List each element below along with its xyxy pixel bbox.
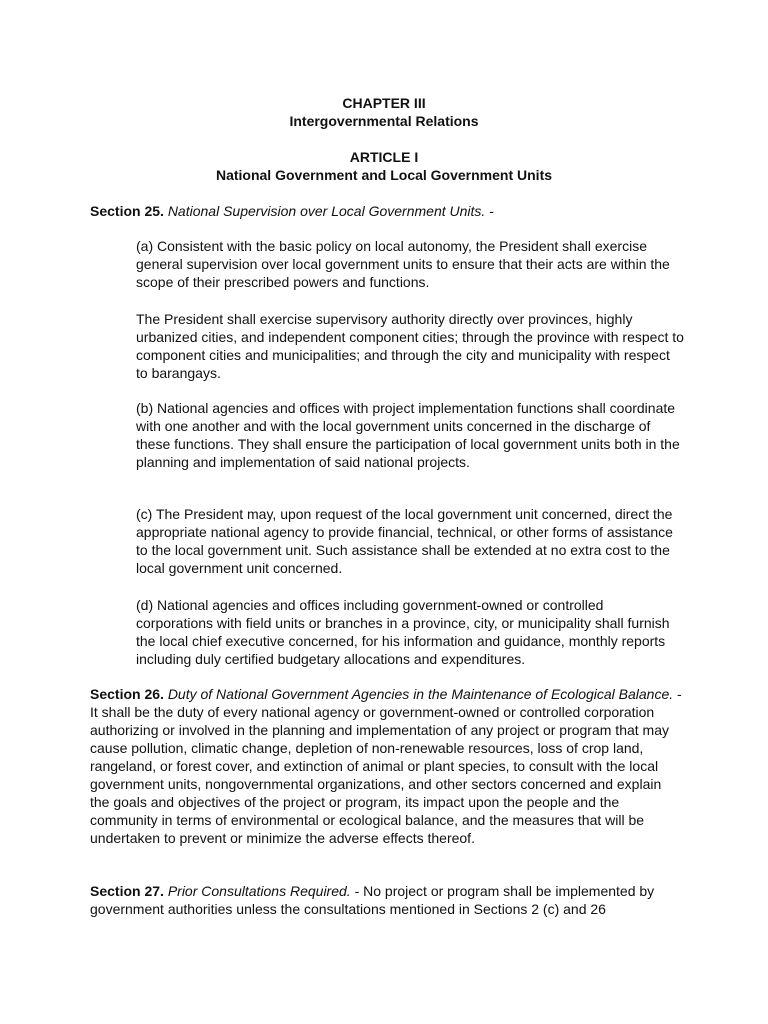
section-25-heading [90, 202, 684, 220]
section-title: Prior Consultations Required. [167, 883, 351, 899]
chapter-title: Intergovernmental Relations [289, 113, 479, 129]
paragraph: (c) The President may, upon request of the local government unit concerned, direct the appropriate national agency to provide financial, technical, or other forms of assistance to the local government unit. Such assistance shall be extended at no extra cost to the local government unit concerned. [136, 506, 673, 576]
section-label: Section 27. [90, 883, 164, 899]
article-heading [0, 148, 768, 184]
article-title: National Government and Local Government Units [215, 167, 553, 183]
section-text: - It shall be the duty of every national agency or government-owned or controlled corporation authorizing or involved in the planning and implementation of any project or program that may cause pollution, climatic change, depletion of non-renewable resources, loss of crop land, rangeland, or forest cover, and extinction of animal or plant species, to consult with the local government units, nongovernmental organizations, and other sectors concerned and explain the goals and objectives of the project or program, its impact upon the people and the community in terms of environmental or ecological balance, and the measures that will be undertaken to prevent or minimize the adverse effects thereof. [90, 686, 682, 846]
section-text: - [485, 203, 494, 219]
section-27 [90, 882, 684, 918]
chapter-heading [0, 94, 768, 130]
section-26 [90, 685, 684, 847]
section-label: Section 25. [90, 203, 164, 219]
paragraph: The President shall exercise supervisory authority directly over provinces, highly urbanized cities, and independent component cities; through the province with respect to component cities and municipalities; and through the city and municipality with respect to barangays. [136, 311, 684, 381]
section-title: Duty of National Government Agencies in the Maintenance of Ecological Balance. [167, 686, 674, 702]
article-number: ARTICLE I [349, 149, 419, 165]
paragraph: (b) National agencies and offices with project implementation functions shall coordinate with one another and with the local government units concerned in the discharge of these functions. They shall ensure the participation of local government units both in the planning and implementation of said national projects. [136, 400, 680, 470]
section-title: National Supervision over Local Government Units. [167, 203, 486, 219]
paragraph: (a) Consistent with the basic policy on local autonomy, the President shall exercise general supervision over local government units to ensure that their acts are within the scope of their prescribed powers and functions. [136, 238, 670, 290]
section-text: - No project or program shall be implemented by government authorities unless the consultations mentioned in Sections 2 (c) and 26 [90, 883, 655, 917]
paragraph: (d) National agencies and offices including government-owned or controlled corporations with field units or branches in a province, city, or municipality shall furnish the local chief executive concerned, for his information and guidance, monthly reports including duly certified budgetary allocations and expenditures. [136, 597, 670, 667]
section-label: Section 26. [90, 686, 164, 702]
chapter-number: CHAPTER III [342, 95, 426, 111]
